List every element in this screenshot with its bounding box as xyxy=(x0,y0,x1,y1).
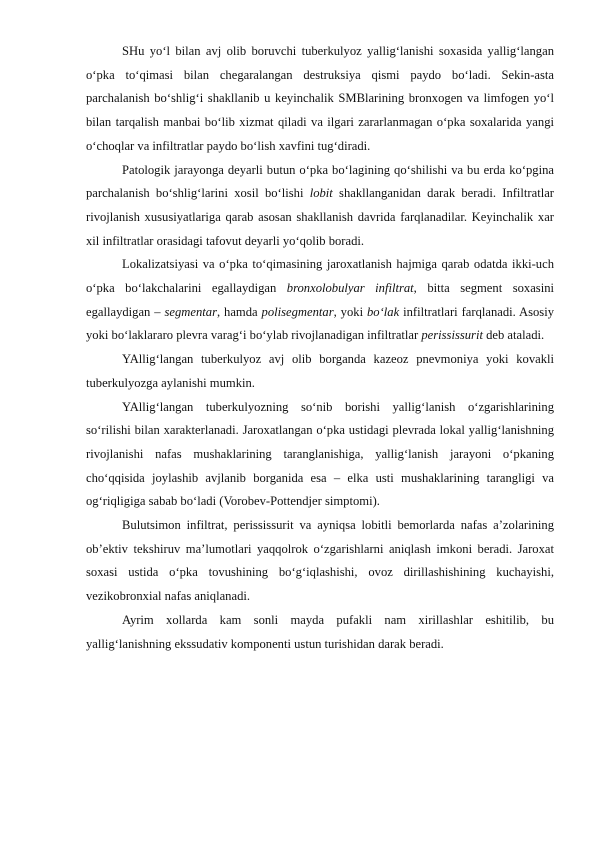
italic-term: bronxolobulyar infiltrat xyxy=(286,281,414,296)
paragraph-2 xyxy=(86,159,554,254)
text-run: , yoki xyxy=(333,304,367,319)
italic-term: bo‘lak xyxy=(367,304,400,319)
italic-term: polisegmentar xyxy=(261,304,334,319)
paragraph-1 xyxy=(86,40,554,159)
text-run: , hamda xyxy=(216,304,262,319)
text-run: shakllanganidan darak beradi. Infiltratlar rivojlanish xususiyatlariga qarab asosan shakllanish davrida farqlanadilar. Keyinchalik xar xil infiltratlar orasidagi tafovut deyarli yo‘qolib boradi. xyxy=(86,186,554,248)
text-run: SHu yo‘l bilan avj olib boruvchi tuberkulyoz yallig‘lanishi soxasida yallig‘langan o‘pka to‘qimasi bilan chegaralangan destruksiya qismi paydo bo‘ladi. Sekin-asta parchalanish bo‘shlig‘i shakllanib u keyinchalik SMBlarining bronxogen va limfogen yo‘l bilan tarqalish manbai bo‘lib xizmat qiladi va ilgari zararlanmagan o‘pka soxalarida yangi o‘choqlar va infiltratlar paydo bo‘lish xavfini tug‘diradi. xyxy=(86,44,554,153)
text-run: infiltratlari farqlanadi. Asosiy yoki bo‘laklararo plevra varag‘i bo‘ylab rivojlanadigan infiltratlar xyxy=(86,304,555,343)
text-run: YAllig‘langan tuberkulyozning so‘nib borishi yallig‘lanish o‘zgarishlarining so‘rilishi bilan xarakterlanadi. Jaroxatlangan o‘pka ustidagi plevrada lokal yallig‘lanishning rivojlanishi nafas mushaklarining taranglanishiga, yallig‘lanish jarayoni o‘pkaning cho‘qqisida joylashib avjlanib borganida esa – elka usti mushaklarining tarangligi va og‘riqligiga sabab bo‘ladi (Vorobev-Pottendjer simptomi). xyxy=(86,399,554,509)
text-run: Bulutsimon infiltrat, perississurit va ayniqsa lobitli bemorlarda nafas a’zolarining ob’ektiv tekshiruv ma’lumotlari yaqqolrok o‘zgarishlarni aniqlash imkoni beradi. Jaroxat soxasi ustida o‘pka tovushining bo‘g‘iqlashishi, ovoz dirillashishining kuchayishi, vezikobronxial nafas aniqlanadi. xyxy=(86,518,554,604)
text-run: Lokalizatsiyasi va o‘pka to‘qimasining jaroxatlanish hajmiga qarab odatda ikki-uch o‘pka bo‘lakchalarini egallaydigan xyxy=(86,257,554,296)
text-run: , bitta segment soxasini egallaydigan – xyxy=(86,281,554,319)
text-run: Ayrim xollarda kam sonli mayda pufakli nam xirillashlar eshitilib, bu yallig‘lanishning ekssudativ komponenti ustun turishidan darak beradi. xyxy=(86,612,554,651)
italic-term: lobit xyxy=(309,186,333,201)
paragraph-5 xyxy=(86,396,554,515)
text-run: YAllig‘langan tuberkulyoz avj olib borganda kazeoz pnevmoniya yoki kovakli tuberkulyozga aylanishi mumkin. xyxy=(86,352,554,390)
paragraph-7 xyxy=(86,609,554,656)
italic-term: segmentar xyxy=(164,304,217,319)
italic-term: perississurit xyxy=(421,328,483,343)
document-page xyxy=(86,40,554,656)
text-run: Patologik jarayonga deyarli butun o‘pka bo‘lagining qo‘shilishi va bu erda ko‘pgina parchalanish bo‘shlig‘larini xosil bo‘lishi xyxy=(86,162,554,201)
paragraph-3 xyxy=(86,253,554,348)
paragraph-6 xyxy=(86,514,554,609)
paragraph-4 xyxy=(86,348,554,395)
text-run: deb ataladi. xyxy=(482,328,545,343)
